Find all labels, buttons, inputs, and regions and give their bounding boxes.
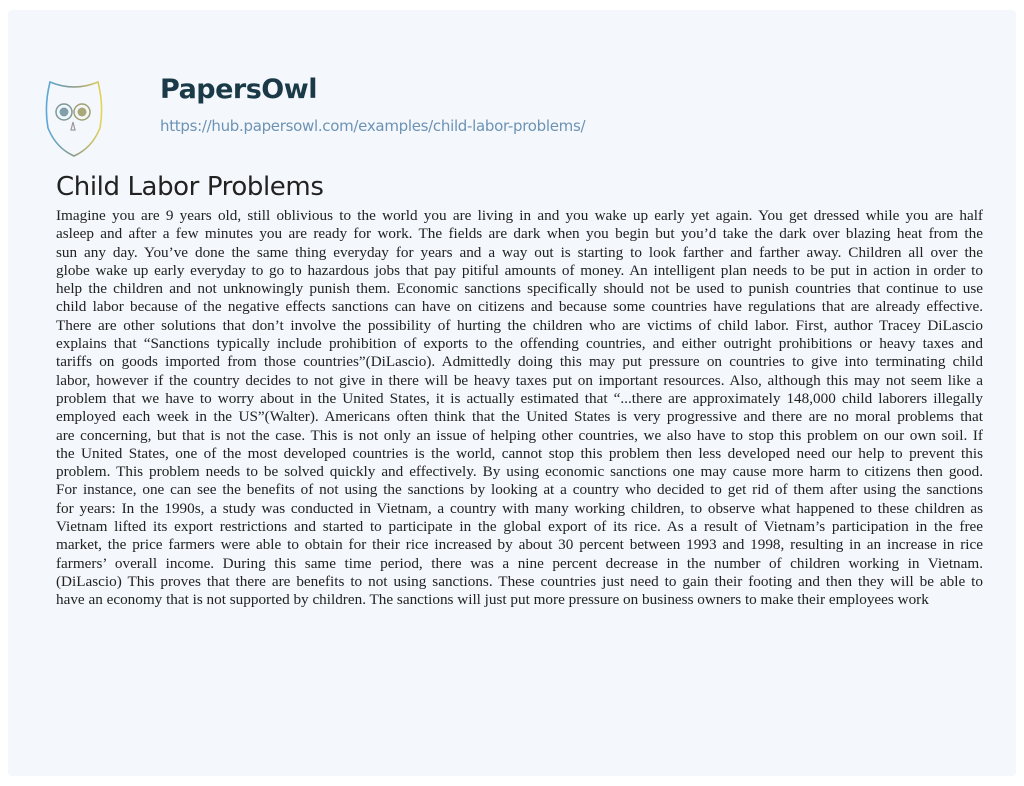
body-text-line: asleep and after a few minutes you are ready for work. The fields are dark when you begin but you’d take the dark over blazing heat from the: [56, 225, 983, 243]
brand-name: PapersOwl: [160, 74, 317, 105]
body-text-line: Imagine you are 9 years old, still oblivious to the world you are living in and you wake up early yet again. You get dressed while you are half: [56, 207, 983, 224]
owl-icon: [44, 76, 104, 160]
body-text-line: labor, however if the country decides to not give in there will be heavy taxes put on important resources. Also, although this may not seem like a: [56, 371, 983, 389]
body-text-line: farmers’ overall income. During this same time period, there was a nine percent decrease in the number of children working in Vietnam.: [56, 554, 983, 572]
body-text-line: For instance, one can see the benefits of not using the sanctions by looking at a country who decided to get rid of them after using the sanctions: [56, 481, 983, 499]
body-text-line: Vietnam lifted its export restrictions and started to participate in the global export of its rice. As a result of Vietnam’s participation in the free: [56, 518, 983, 536]
body-text-line: have an economy that is not supported by children. The sanctions will just put more pressure on business owners to make their employees work: [56, 591, 929, 609]
body-text-line: tariffs on goods imported from those countries”(DiLascio). Admittedly doing this may put pressure on countries to give into terminating child: [56, 353, 983, 371]
document-title: Child Labor Problems: [56, 172, 324, 202]
body-text-line: (DiLascio) This proves that there are benefits to not using sanctions. These countries just need to gain their footing and then they will be able to: [56, 572, 983, 590]
body-text-line: for years: In the 1990s, a study was conducted in Vietnam, a country with many working children, to observe what happened to these children as: [56, 499, 983, 517]
body-text-line: the United States, one of the most developed countries is the world, cannot stop this problem then less developed need our help to prevent this: [56, 444, 983, 462]
document-body: [56, 207, 983, 610]
source-url[interactable]: https://hub.papersowl.com/examples/child-labor-problems/: [160, 117, 586, 135]
body-text-line: market, the price farmers were able to obtain for their rice increased by about 30 percent between 1993 and 1998, resulting in an increase in rice: [56, 536, 983, 554]
body-text-line: child labor because of the negative effects sanctions can have on citizens and because some countries have regulations that are already effective.: [56, 298, 983, 316]
body-text-line: explains that “Sanctions typically include prohibition of exports to the offending countries, and either outright prohibitions or heavy taxes and: [56, 335, 983, 353]
body-text-line: employed each week in the US”(Walter). Americans often think that the United States is very progressive and there are no moral problems that: [56, 408, 983, 426]
body-text-line: problem. This problem needs to be solved quickly and effectively. By using economic sanctions one may cause more harm to citizens then good.: [56, 463, 983, 481]
body-text-line: help the children and not unknowingly punish them. Economic sanctions specifically should not be used to punish countries that continue to use: [56, 280, 983, 298]
body-text-line: problem that we have to worry about in the United States, it is actually estimated that “...there are approximately 148,000 child laborers illegally: [56, 389, 983, 407]
body-text-line: globe wake up early everyday to go to hazardous jobs that pay pitiful amounts of money. An intelligent plan needs to be put in action in order to: [56, 261, 983, 279]
body-text-line: are concerning, but that is not the case. This is not only an issue of helping other countries, we also have to stop this problem on our own soil. If: [56, 426, 983, 444]
body-text-line: There are other solutions that don’t involve the possibility of hurting the children who are victims of child labor. First, author Tracey DiLascio: [56, 316, 983, 334]
document-card: [8, 10, 1016, 776]
body-text-line: sun any day. You’ve done the same thing everyday for years and a way out is starting to look farther and farther away. Children all over the: [56, 243, 983, 261]
